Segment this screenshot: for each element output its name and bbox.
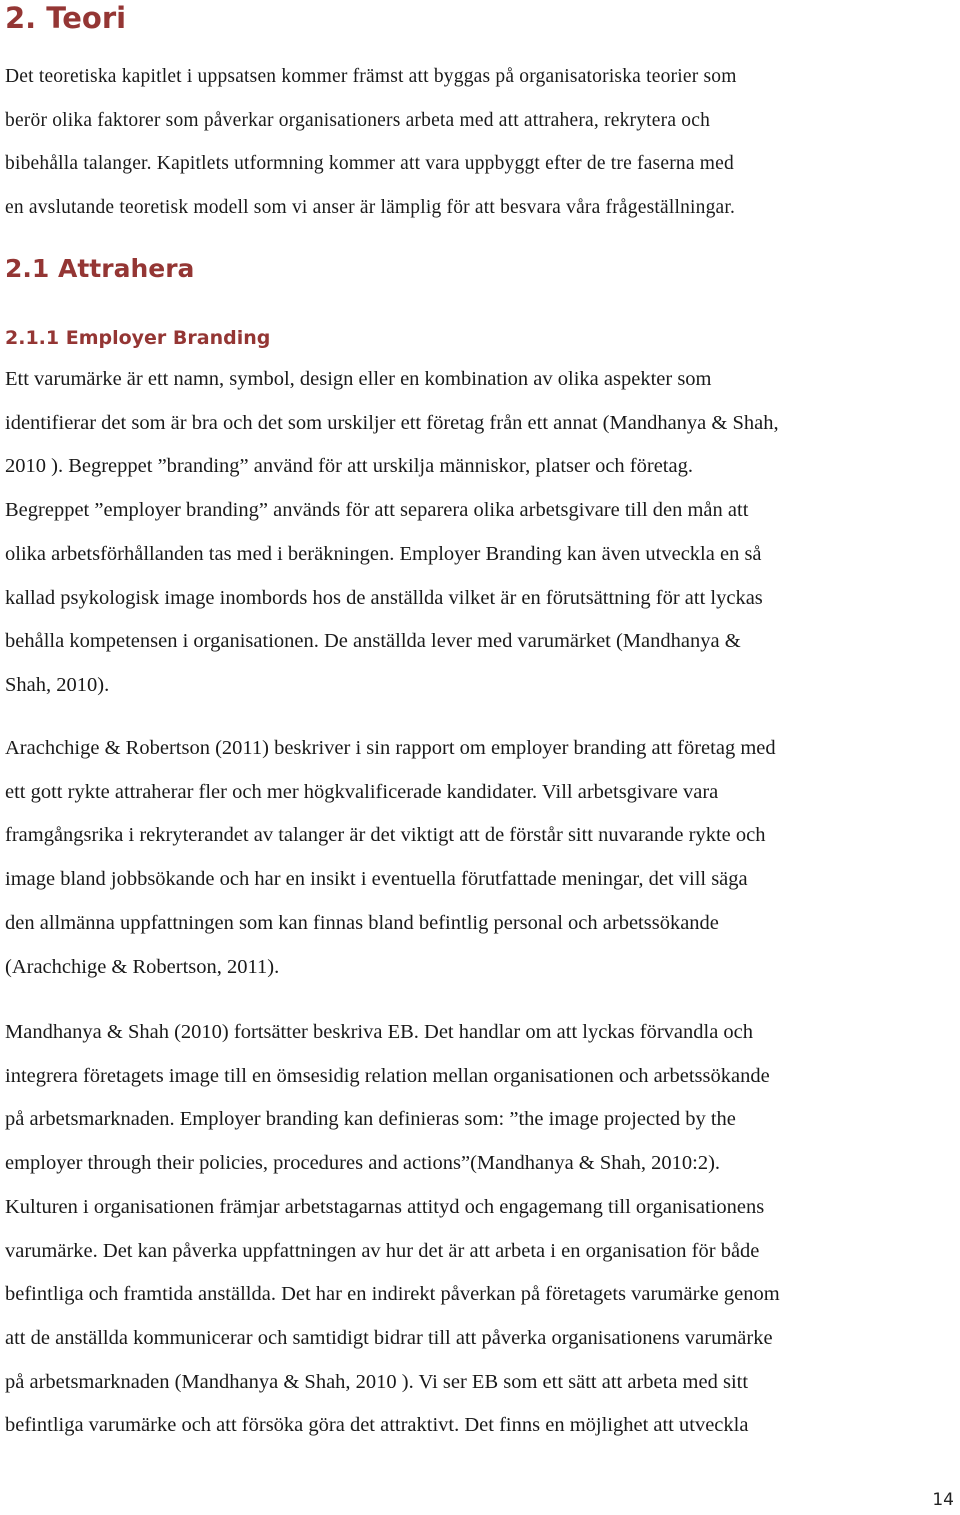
paragraph-line: befintliga varumärke och att försöka göra det attraktivt. Det finns en möjlighet att utveckla [5,1414,749,1437]
body-paragraph-3 [5,1011,957,1448]
paragraph-line: att de anställda kommunicerar och samtidigt bidrar till att påverka organisationens varumärke [5,1326,773,1349]
paragraph-line: kallad psykologisk image inombords hos de anställda vilket är en förutsättning för att lyckas [5,586,763,609]
page-number: 14 [932,1490,954,1510]
paragraph-line: Kulturen i organisationen främjar arbetstagarnas attityd och engagemang till organisationens [5,1195,765,1218]
paragraph-line: den allmänna uppfattningen som kan finnas bland befintlig personal och arbetssökande [5,911,719,934]
paragraph-line: ett gott rykte attraherar fler och mer högkvalificerade kandidater. Vill arbetsgivare vara [5,780,719,803]
paragraph-line: image bland jobbsökande och har en insikt i eventuella förutfattade meningar, det vill säga [5,868,748,891]
paragraph-line: Arachchige & Robertson (2011) beskriver i sin rapport om employer branding att företag med [5,737,776,759]
chapter-heading: 2. Teori [5,1,127,35]
body-paragraph-2 [5,727,957,989]
paragraph-line: på arbetsmarknaden. Employer branding kan definieras som: ”the image projected by the [5,1108,736,1131]
intro-line: en avslutande teoretisk modell som vi anser är lämplig för att besvara våra frågeställningar. [5,196,736,218]
paragraph-line: framgångsrika i rekryterandet av talanger är det viktigt att de förstår sitt nuvarande rykte och [5,824,766,847]
intro-line: bibehålla talanger. Kapitlets utformning kommer att vara uppbyggt efter de tre faserna med [5,153,734,174]
paragraph-line: identifierar det som är bra och det som urskiljer ett företag från ett annat (Mandhanya & Shah, [5,411,779,434]
paragraph-line: Begreppet ”employer branding” används för att separera olika arbetsgivare till den mån att [5,499,749,522]
paragraph-line: 2010 ). Begreppet ”branding” använd för att urskilja människor, platser och företag. [5,455,693,478]
paragraph-line: olika arbetsförhållanden tas med i beräkningen. Employer Branding kan även utveckla en så [5,542,762,565]
intro-paragraph [5,55,957,229]
paragraph-line: befintliga och framtida anställda. Det har en indirekt påverkan på företagets varumärke genom [5,1283,780,1306]
paragraph-line: integrera företagets image till en ömsesidig relation mellan organisationen och arbetssökande [5,1064,770,1087]
paragraph-line: (Arachchige & Robertson, 2011). [5,955,280,978]
paragraph-line: behålla kompetensen i organisationen. De anställda lever med varumärket (Mandhanya & [5,630,741,653]
paragraph-line: Mandhanya & Shah (2010) fortsätter beskriva EB. Det handlar om att lyckas förvandla och [5,1021,754,1043]
paragraph-line: employer through their policies, procedures and actions”(Mandhanya & Shah, 2010:2). [5,1152,721,1175]
intro-line: berör olika faktorer som påverkar organisationers arbeta med att attrahera, rekrytera och [5,109,711,131]
paragraph-line: Ett varumärke är ett namn, symbol, design eller en kombination av olika aspekter som [5,368,712,390]
paragraph-line: Shah, 2010). [5,673,110,696]
section-heading: 2.1 Attrahera [5,254,195,283]
subsection-heading: 2.1.1 Employer Branding [5,327,271,349]
paragraph-line: varumärke. Det kan påverka uppfattningen av hur det är att arbeta i en organisation för både [5,1239,760,1262]
intro-line: Det teoretiska kapitlet i uppsatsen kommer främst att byggas på organisatoriska teorier som [5,66,737,87]
body-paragraph-1 [5,358,957,708]
paragraph-line: på arbetsmarknaden (Mandhanya & Shah, 2010 ). Vi ser EB som ett sätt att arbeta med sitt [5,1370,749,1393]
